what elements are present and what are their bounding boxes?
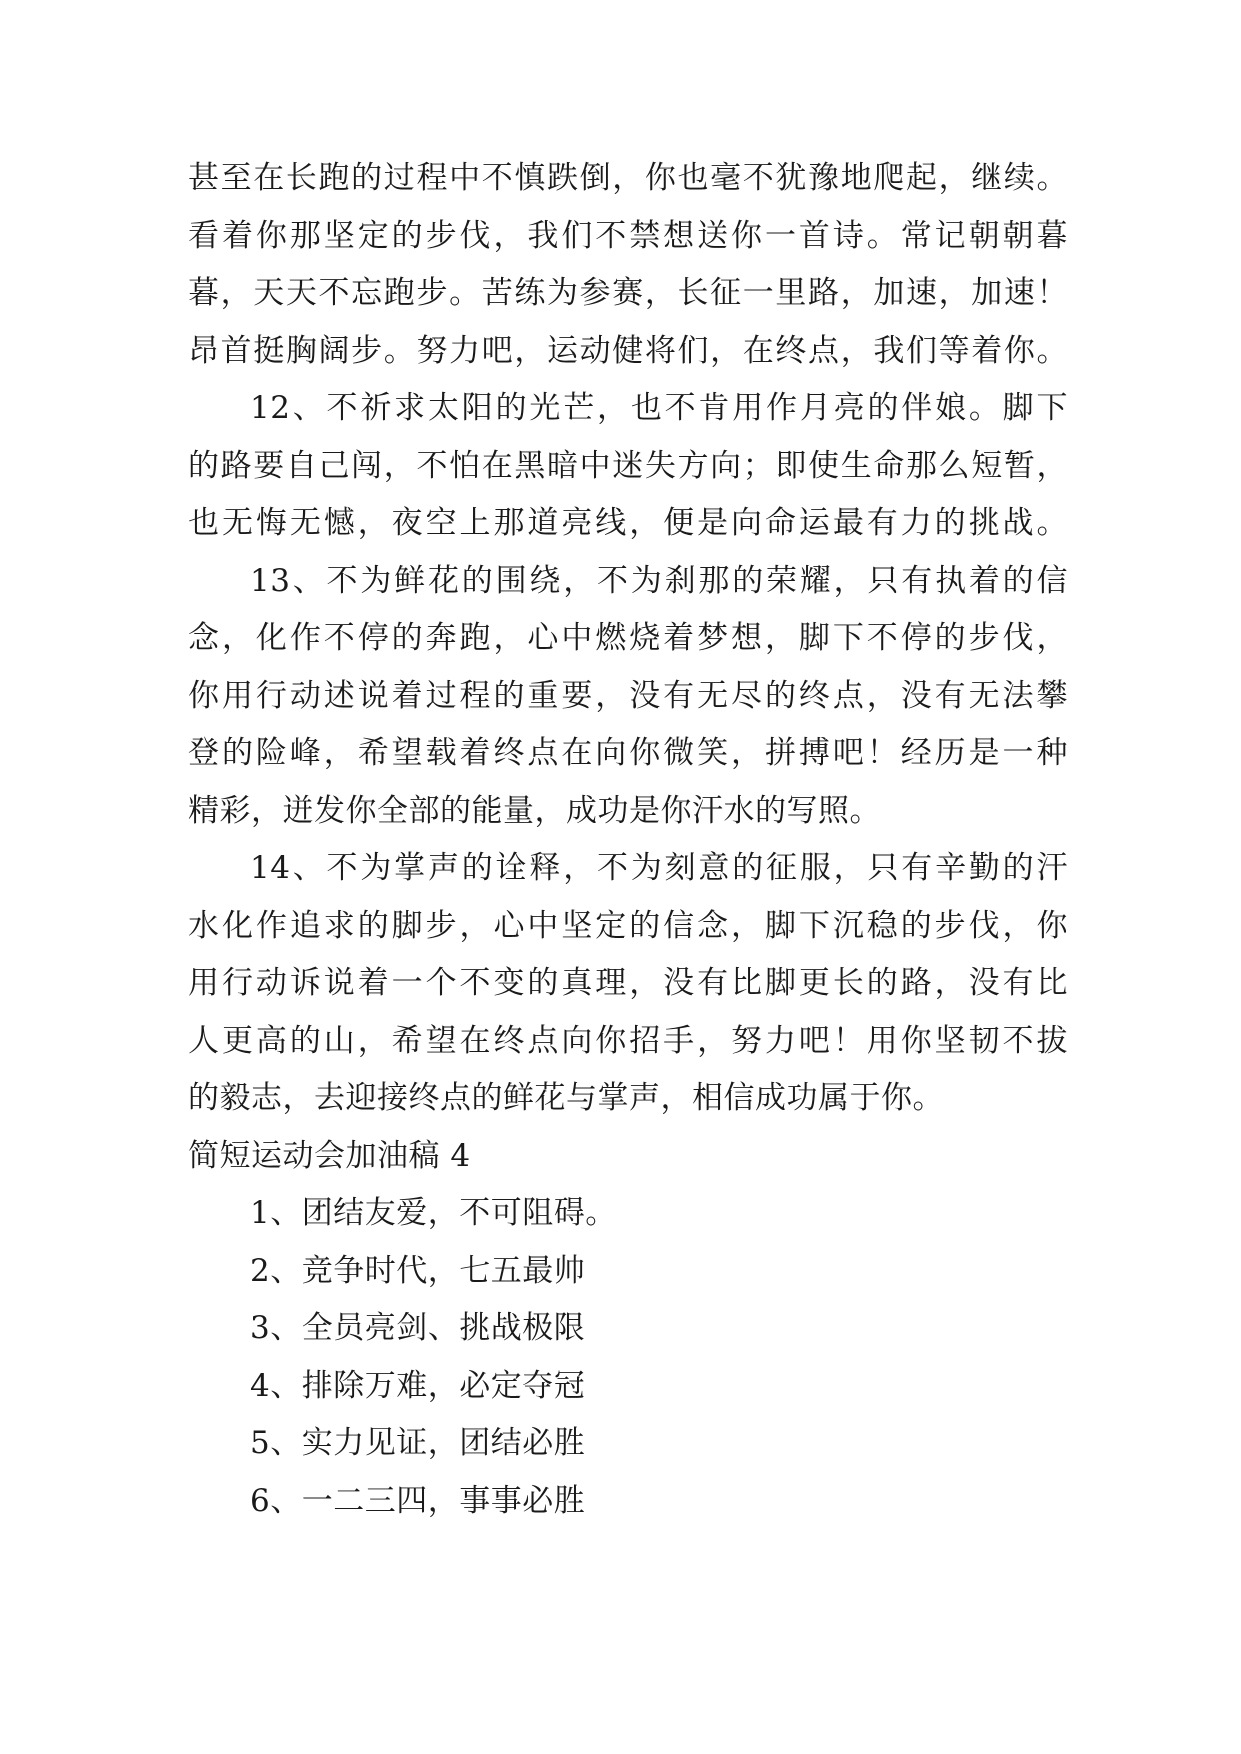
text-line: 也无悔无憾，夜空上那道亮线，便是向命运最有力的挑战。 — [188, 505, 1068, 541]
paragraph-12 — [188, 380, 1068, 553]
text-line: 水化作追求的脚步，心中坚定的信念，脚下沉稳的步伐，你 — [188, 907, 1068, 944]
slogan-item: 6、一二三四，事事必胜 — [250, 1482, 586, 1519]
paragraph-13 — [188, 553, 1068, 841]
text-line: 甚至在长跑的过程中不慎跌倒，你也毫不犹豫地爬起，继续。 — [188, 160, 1068, 196]
text-line: 人更高的山，希望在终点向你招手，努力吧！用你坚韧不拔 — [188, 1022, 1068, 1059]
text-line: 昂首挺胸阔步。努力吧，运动健将们，在终点，我们等着你。 — [188, 332, 1068, 369]
text-line: 13、不为鲜花的围绕，不为刹那的荣耀，只有执着的信 — [250, 562, 1068, 599]
paragraph-14 — [188, 840, 1068, 1128]
text-line: 看着你那坚定的步伐，我们不禁想送你一首诗。常记朝朝暮 — [188, 217, 1068, 254]
text-line: 念，化作不停的奔跑，心中燃烧着梦想，脚下不停的步伐， — [188, 620, 1068, 656]
text-line: 精彩，迸发你全部的能量，成功是你汗水的写照。 — [188, 792, 881, 829]
slogan-item: 1、团结友爱，不可阻碍。 — [250, 1195, 617, 1231]
text-line: 你用行动述说着过程的重要，没有无尽的终点，没有无法攀 — [188, 677, 1068, 714]
text-line: 12、不祈求太阳的光芒，也不肯用作月亮的伴娘。脚下 — [250, 390, 1068, 426]
slogan-item: 5、实力见证，团结必胜 — [250, 1425, 586, 1461]
text-line: 用行动诉说着一个不变的真理，没有比脚更长的路，没有比 — [188, 965, 1068, 1001]
paragraph-intro — [188, 150, 1068, 380]
slogan-item: 2、竞争时代，七五最帅 — [250, 1252, 586, 1289]
slogan-item: 4、排除万难，必定夺冠 — [250, 1367, 586, 1404]
text-line: 的路要自己闯，不怕在黑暗中迷失方向；即使生命那么短暂， — [188, 447, 1068, 484]
text-line: 14、不为掌声的诠释，不为刻意的征服，只有辛勤的汗 — [250, 850, 1068, 886]
text-line: 的毅志，去迎接终点的鲜花与掌声，相信成功属于你。 — [188, 1080, 944, 1116]
text-line: 登的险峰，希望载着终点在向你微笑，拼搏吧！经历是一种 — [188, 735, 1068, 771]
slogan-list — [188, 1185, 1068, 1530]
slogan-item: 3、全员亮剑、挑战极限 — [250, 1310, 586, 1346]
text-line: 暮，天天不忘跑步。苦练为参赛，长征一里路，加速，加速！ — [188, 275, 1068, 311]
document-body — [188, 150, 1068, 1530]
section-title: 简短运动会加油稿 4 — [188, 1137, 471, 1174]
